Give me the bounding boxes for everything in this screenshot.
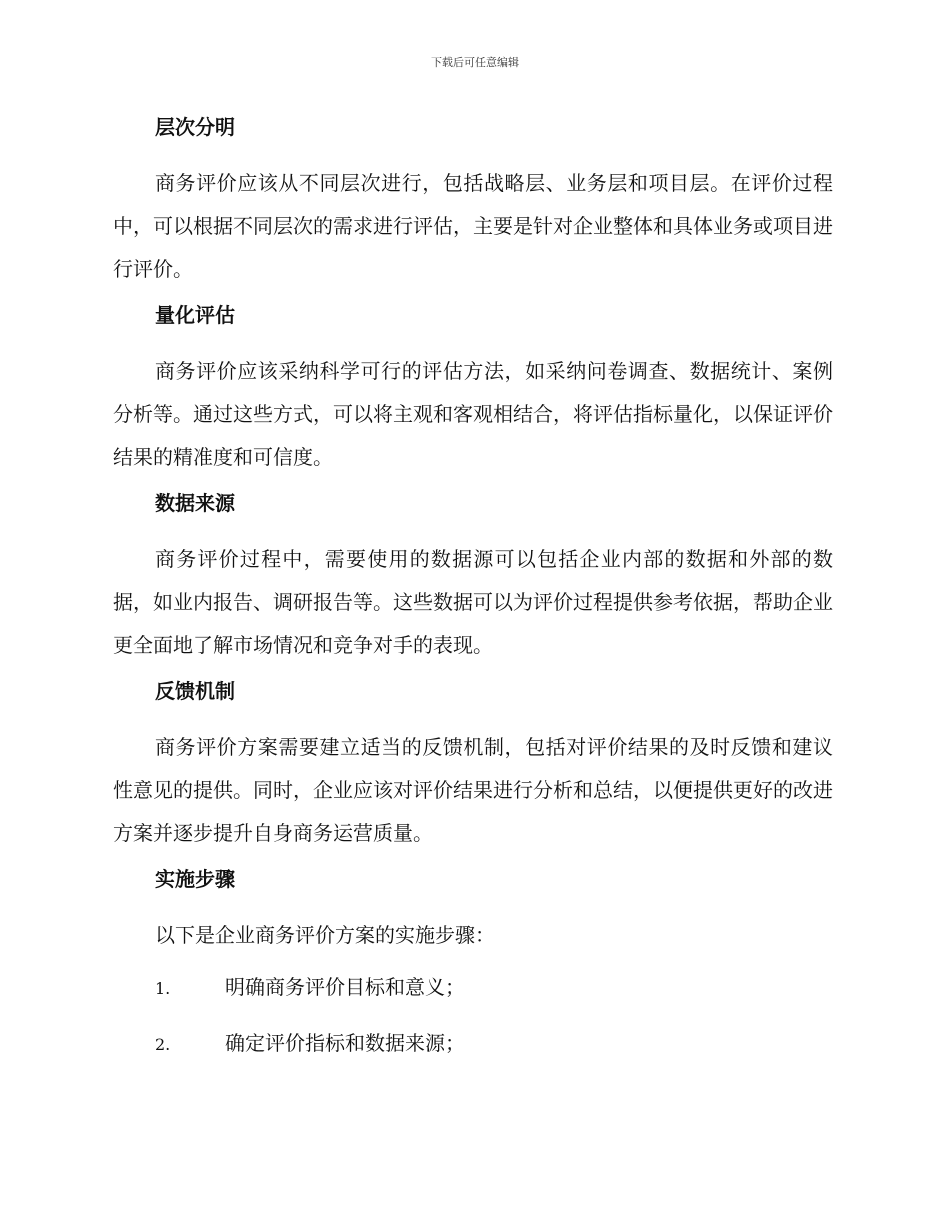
list-item-text: 明确商务评价目标和意义； [225, 975, 465, 999]
steps-list [113, 966, 833, 1066]
list-item [113, 966, 833, 1010]
list-item [113, 1022, 833, 1066]
section-heading: 反馈机制 [155, 679, 235, 703]
page-header: 下载后可任意编辑 [431, 56, 519, 69]
section-paragraph: 商务评价过程中，需要使用的数据源可以包括企业内部的数据和外部的数据，如业内报告、调研报告等。这些数据可以为评价过程提供参考依据，帮助企业更全面地了解市场情况和竞争对手的表现。 [113, 547, 833, 657]
list-item-number: 2. [155, 1035, 171, 1054]
section-heading: 数据来源 [155, 491, 235, 515]
section-paragraph: 商务评价方案需要建立适当的反馈机制，包括对评价结果的及时反馈和建议性意见的提供。同时，企业应该对评价结果进行分析和总结，以便提供更好的改进方案并逐步提升自身商务运营质量。 [113, 735, 833, 845]
section-heading: 层次分明 [155, 115, 235, 139]
section-heading: 实施步骤 [155, 867, 235, 891]
section-paragraph: 商务评价应该从不同层次进行，包括战略层、业务层和项目层。在评价过程中，可以根据不同层次的需求进行评估，主要是针对企业整体和具体业务或项目进行评价。 [113, 171, 833, 281]
section-paragraph: 以下是企业商务评价方案的实施步骤： [155, 923, 495, 947]
section-heading: 量化评估 [155, 303, 235, 327]
list-item-text: 确定评价指标和数据来源； [225, 1031, 465, 1055]
section-paragraph: 商务评价应该采纳科学可行的评估方法，如采纳问卷调查、数据统计、案例分析等。通过这些方式，可以将主观和客观相结合，将评估指标量化，以保证评价结果的精准度和可信度。 [113, 359, 833, 469]
document-body [113, 112, 833, 1078]
list-item-number: 1. [155, 979, 171, 998]
